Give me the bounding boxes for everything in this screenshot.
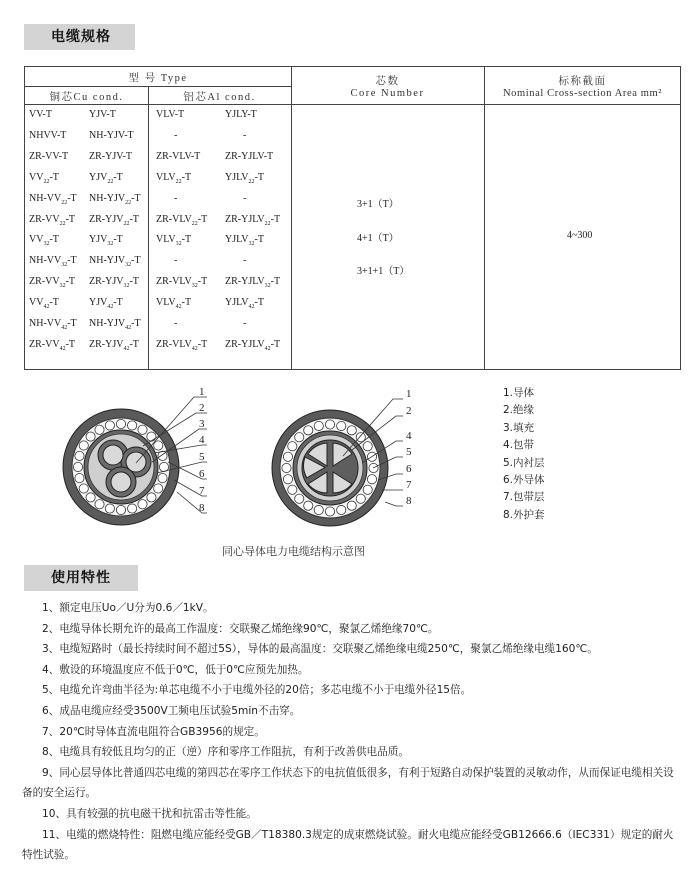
outer-conductor-wire — [282, 463, 291, 472]
model-cell — [29, 255, 77, 268]
legend-item: 5.内衬层 — [503, 456, 545, 469]
outer-conductor-wire — [73, 462, 82, 471]
model-cell — [29, 318, 77, 331]
callout-number: 5 — [406, 446, 412, 458]
model-cell — [243, 318, 246, 331]
section-title-features: 使用特性 — [24, 565, 138, 591]
model-name: NH-YJV — [89, 318, 126, 329]
model-cell — [89, 172, 123, 185]
model-suffix: -T — [254, 297, 264, 309]
model-suffix: -T — [270, 338, 281, 350]
header-al: 铝芯Al cond. — [183, 92, 256, 103]
callout-number: 8 — [406, 495, 412, 507]
model-cell — [174, 255, 177, 268]
outer-conductor-wire — [79, 441, 88, 450]
model-name: - — [243, 318, 247, 329]
model-cell — [29, 172, 59, 185]
model-cell — [89, 276, 139, 289]
header-area-en: Nominal Cross-section Area mm² — [502, 88, 663, 99]
outer-conductor-wire — [325, 507, 334, 516]
outer-conductor-wire — [79, 484, 88, 493]
model-subscript: 42 — [248, 304, 255, 311]
spec-table — [24, 66, 681, 370]
model-cell — [174, 130, 177, 143]
model-name: VLV — [156, 171, 176, 183]
outer-conductor-wire — [356, 494, 365, 503]
model-cell — [89, 109, 116, 122]
header-cu: 铜芯Cu cond. — [49, 92, 124, 103]
model-subscript: 42 — [43, 304, 50, 311]
model-cell — [29, 297, 59, 310]
model-subscript: 42 — [61, 325, 68, 331]
model-subscript: 22 — [59, 220, 66, 227]
model-suffix: -T — [113, 171, 123, 183]
model-name: NH-YJV — [89, 192, 126, 204]
model-name: YJV — [89, 297, 108, 309]
model-name: NH-VV — [29, 255, 62, 267]
model-cell — [89, 151, 132, 164]
model-cell — [225, 276, 280, 289]
model-subscript: 22 — [175, 178, 182, 185]
outer-conductor-wire — [138, 425, 147, 434]
outer-conductor-wire — [105, 421, 114, 430]
core-number: 4+1（T） — [357, 233, 399, 244]
model-subscript: 32 — [264, 283, 271, 290]
model-name: ZR-VV — [29, 338, 60, 350]
diagram-caption: 同心导体电力电缆结构示意图 — [222, 545, 365, 558]
outer-conductor-wire — [304, 501, 313, 510]
model-subscript: 22 — [248, 178, 255, 185]
model-name: NH-VV — [29, 192, 62, 204]
model-suffix: -T — [131, 192, 141, 204]
outer-conductor-wire — [288, 442, 297, 451]
model-subscript: 22 — [125, 199, 132, 206]
legend-item: 8.外护套 — [503, 508, 545, 521]
model-suffix: -T — [197, 338, 208, 350]
model-cell — [29, 193, 77, 206]
model-name: - — [243, 192, 247, 204]
model-suffix: -T — [197, 213, 208, 225]
model-suffix: -T — [67, 192, 77, 204]
table-divider — [291, 67, 292, 370]
model-cell — [156, 234, 191, 247]
outer-conductor-wire — [138, 500, 147, 509]
model-name: ZR-VLV-T — [156, 150, 201, 162]
callout-number: 4 — [199, 434, 205, 446]
model-name: ZR-VLV — [156, 213, 192, 225]
model-cell — [89, 339, 139, 352]
model-suffix: -T — [67, 255, 77, 267]
callout-number: 7 — [199, 485, 205, 497]
header-type: 型 号 Type — [128, 73, 188, 84]
legend-item: 1.导体 — [503, 387, 535, 399]
model-suffix: -T — [129, 213, 139, 225]
feature-item: 9、同心层导体比普通四芯电缆的第四芯在零序工作状态下的电抗值低很多，有利于短路自动保护装置的灵敏动作，从而保证电缆相关设备的安全运行。 — [22, 766, 674, 800]
model-subscript: 42 — [191, 345, 198, 352]
model-subscript: 42 — [125, 325, 132, 331]
model-cell — [225, 297, 264, 310]
outer-conductor-wire — [86, 493, 95, 502]
model-name: VLV-T — [156, 109, 185, 120]
model-cell — [89, 130, 134, 143]
model-suffix: -T — [254, 171, 264, 183]
model-name: YJLY-T — [225, 109, 257, 120]
model-subscript: 32 — [125, 262, 132, 269]
model-name: ZR-YJLV — [225, 338, 265, 350]
model-subscript: 22 — [264, 220, 271, 227]
legend-item: 3.填充 — [503, 421, 535, 434]
model-suffix: -T — [129, 338, 139, 350]
model-subscript: 22 — [107, 178, 114, 185]
model-cell — [225, 234, 264, 247]
model-cell — [89, 214, 139, 227]
model-cell — [29, 276, 75, 289]
model-cell — [156, 172, 191, 185]
model-subscript: 42 — [59, 345, 66, 352]
model-subscript: 42 — [175, 304, 182, 311]
model-name: YJLV — [225, 171, 249, 183]
feature-item: 6、成品电缆应经受3500V工频电压试验5min不击穿。 — [42, 704, 301, 717]
outer-conductor-wire — [295, 494, 304, 503]
feature-item: 5、电缆允许弯曲半径为:单芯电缆不小于电缆外径的20倍；多芯电缆不小于电缆外径15倍。 — [42, 684, 472, 697]
table-divider — [484, 67, 485, 370]
model-suffix: -T — [49, 297, 59, 309]
outer-conductor-wire — [304, 426, 313, 435]
model-name: VV — [29, 171, 44, 183]
outer-conductor-wire — [147, 432, 156, 441]
model-name: VV — [29, 234, 44, 246]
model-cell — [29, 130, 66, 143]
callout-number: 5 — [199, 451, 205, 463]
model-cell — [225, 172, 264, 185]
model-cell — [225, 109, 257, 122]
model-subscript: 32 — [191, 283, 198, 290]
model-cell — [225, 214, 280, 227]
core-number: 3+1+1（T） — [357, 266, 410, 277]
outer-conductor-wire — [116, 505, 125, 514]
model-suffix: -T — [254, 234, 264, 246]
model-subscript: 32 — [59, 283, 66, 290]
header-core-cn: 芯数 — [375, 76, 400, 87]
outer-conductor-wire — [128, 421, 137, 430]
model-suffix: -T — [270, 213, 281, 225]
model-name: - — [174, 318, 178, 329]
model-suffix: -T — [197, 276, 208, 288]
model-cell — [243, 255, 246, 268]
legend-item: 2.绝缘 — [503, 404, 535, 417]
model-cell — [89, 297, 123, 310]
model-name: NH-YJV-T — [89, 129, 134, 141]
model-cell — [156, 297, 191, 310]
model-cell — [243, 193, 246, 206]
callout-number: 2 — [406, 405, 412, 417]
model-suffix: -T — [65, 338, 76, 350]
model-suffix: -T — [113, 234, 123, 246]
outer-conductor-wire — [154, 484, 163, 493]
model-name: NH-YJV — [89, 255, 126, 267]
model-cell — [156, 109, 184, 122]
model-name: - — [243, 255, 247, 267]
model-suffix: -T — [113, 297, 123, 309]
outer-conductor-wire — [147, 493, 156, 502]
model-subscript: 32 — [123, 283, 130, 290]
model-name: ZR-YJLV — [225, 276, 265, 288]
outer-conductor-wire — [95, 425, 104, 434]
model-name: - — [174, 255, 178, 267]
model-suffix: -T — [49, 171, 59, 183]
model-suffix: -T — [65, 213, 76, 225]
model-cell — [29, 339, 75, 352]
model-suffix: -T — [181, 171, 192, 183]
diagram-legend — [503, 385, 545, 524]
model-cell — [29, 234, 59, 247]
model-cell — [29, 214, 75, 227]
model-cell — [89, 193, 141, 206]
outer-conductor-wire — [95, 500, 104, 509]
outer-conductor-wire — [325, 420, 334, 429]
callout-number: 1 — [199, 386, 205, 398]
model-name: ZR-YJV-T — [89, 150, 132, 162]
model-subscript: 22 — [43, 178, 50, 185]
model-name: ZR-VV — [29, 213, 60, 225]
model-name: YJLV — [225, 297, 249, 309]
outer-conductor-wire — [86, 432, 95, 441]
model-suffix: -T — [129, 276, 139, 288]
model-name: - — [174, 129, 178, 141]
legend-item: 4.包带 — [503, 439, 535, 452]
cable-diagram-left — [44, 380, 244, 530]
table-divider — [25, 104, 681, 105]
model-name: ZR-YJV — [89, 213, 124, 225]
cable-diagram-right — [268, 380, 428, 530]
model-subscript: 42 — [107, 304, 114, 311]
feature-item: 10、具有较强的抗电磁干扰和抗雷击等性能。 — [42, 807, 257, 820]
model-name: VLV — [156, 297, 176, 309]
model-cell — [89, 234, 123, 247]
model-name: NH-VV — [29, 318, 62, 329]
callout-number: 2 — [199, 402, 205, 414]
model-name: YJV — [89, 171, 108, 183]
outer-conductor-wire — [116, 419, 125, 428]
model-name: VV — [29, 297, 44, 309]
model-cell — [89, 255, 141, 268]
model-name: - — [174, 192, 178, 204]
model-name: ZR-VLV — [156, 276, 192, 288]
outer-conductor-wire — [314, 421, 323, 430]
model-cell — [243, 130, 246, 143]
header-core-en: Core Number — [350, 88, 425, 99]
model-name: YJV — [89, 234, 108, 246]
model-cell — [156, 151, 200, 164]
feature-item: 3、电缆短路时（最长持续时间不超过5S），导体的最高温度：交联聚乙烯绝缘电缆250℃，聚氯乙烯绝缘电缆160℃。 — [42, 643, 598, 656]
outer-conductor-wire — [288, 485, 297, 494]
model-subscript: 32 — [248, 241, 255, 248]
model-subscript: 42 — [264, 345, 271, 352]
nominal-area: 4~300 — [567, 230, 593, 241]
outer-conductor-wire — [367, 475, 376, 484]
callout-number: 3 — [199, 418, 205, 430]
model-name: ZR-YJLV-T — [225, 150, 274, 162]
feature-item: 7、20℃时导体直流电阻符合GB3956的规定。 — [42, 725, 265, 738]
model-name: ZR-VV-T — [29, 150, 69, 162]
model-suffix: -T — [181, 234, 192, 246]
model-cell — [29, 109, 52, 122]
outer-conductor-wire — [347, 426, 356, 435]
model-subscript: 32 — [107, 241, 114, 248]
feature-item: 11、电缆的燃烧特性：阻燃电缆应能经受GB／T18380.3规定的成束燃烧试验。耐火电缆应能经受GB12666.6（IEC331）规定的耐火特性试验。 — [22, 828, 674, 862]
model-cell — [156, 276, 207, 289]
model-subscript: 32 — [43, 241, 50, 248]
model-suffix: -T — [67, 318, 77, 329]
model-subscript: 42 — [123, 345, 130, 352]
section-title-spec: 电缆规格 — [24, 24, 135, 50]
model-subscript: 32 — [175, 241, 182, 248]
outer-conductor-wire — [337, 505, 346, 514]
model-name: ZR-YJLV — [225, 213, 265, 225]
model-cell — [29, 151, 68, 164]
callout-number: 7 — [406, 479, 412, 491]
model-suffix: -T — [49, 234, 59, 246]
model-name: ZR-VLV — [156, 338, 192, 350]
model-cell — [225, 151, 273, 164]
model-name: VV-T — [29, 109, 52, 120]
model-name: YJLV — [225, 234, 249, 246]
feature-item: 4、敷设的环境温度应不低于0℃，低于0℃应预先加热。 — [42, 663, 309, 676]
outer-conductor-wire — [347, 501, 356, 510]
outer-conductor-wire — [283, 452, 292, 461]
header-area-cn: 标称截面 — [558, 76, 607, 87]
outer-conductor-wire — [128, 504, 137, 513]
outer-conductor-wire — [75, 474, 84, 483]
legend-item: 7.包带层 — [503, 491, 545, 504]
callout-number: 8 — [199, 502, 205, 514]
model-suffix: -T — [270, 276, 281, 288]
model-subscript: 22 — [123, 220, 130, 227]
model-name: ZR-VV — [29, 276, 60, 288]
outer-conductor-wire — [314, 505, 323, 514]
model-suffix: -T — [131, 318, 141, 329]
model-subscript: 32 — [61, 262, 68, 269]
model-cell — [174, 318, 177, 331]
model-cell — [225, 339, 280, 352]
model-subscript: 22 — [61, 199, 68, 206]
feature-item: 8、电缆具有较低且均匀的正（逆）序和零序工作阻抗，有利于改善供电品质。 — [42, 746, 409, 759]
callout-number: 1 — [406, 388, 412, 400]
callout-number: 6 — [406, 463, 412, 475]
outer-conductor-wire — [363, 442, 372, 451]
legend-item: 6.外导体 — [503, 473, 545, 486]
feature-item: 2、电缆导体长期允许的最高工作温度：交联聚乙烯绝缘90℃，聚氯乙烯绝缘70℃。 — [42, 622, 439, 635]
model-cell — [156, 339, 207, 352]
features-list — [22, 598, 682, 866]
model-cell — [174, 193, 177, 206]
model-cell — [89, 318, 141, 331]
model-name: - — [243, 129, 247, 141]
table-divider — [148, 86, 149, 370]
outer-conductor-wire — [75, 451, 84, 460]
model-suffix: -T — [131, 255, 141, 267]
table-divider — [25, 86, 291, 87]
model-name: VLV — [156, 234, 176, 246]
model-name: ZR-YJV — [89, 276, 124, 288]
core-number: 3+1（T） — [357, 199, 399, 210]
outer-conductor-wire — [105, 504, 114, 513]
model-name: ZR-YJV — [89, 338, 124, 350]
model-cell — [156, 214, 207, 227]
outer-conductor-wire — [158, 474, 167, 483]
feature-item: 1、额定电压Uo／U分为0.6／1kV。 — [42, 602, 214, 614]
outer-conductor-wire — [295, 433, 304, 442]
callout-number: 6 — [199, 468, 205, 480]
outer-conductor-wire — [363, 485, 372, 494]
model-suffix: -T — [65, 276, 76, 288]
model-suffix: -T — [181, 297, 192, 309]
callout-number: 4 — [406, 430, 412, 442]
outer-conductor-wire — [283, 475, 292, 484]
model-name: NHVV-T — [29, 129, 67, 141]
outer-conductor-wire — [154, 441, 163, 450]
outer-conductor-wire — [337, 421, 346, 430]
model-subscript: 22 — [191, 220, 198, 227]
model-name: YJV-T — [89, 109, 116, 120]
